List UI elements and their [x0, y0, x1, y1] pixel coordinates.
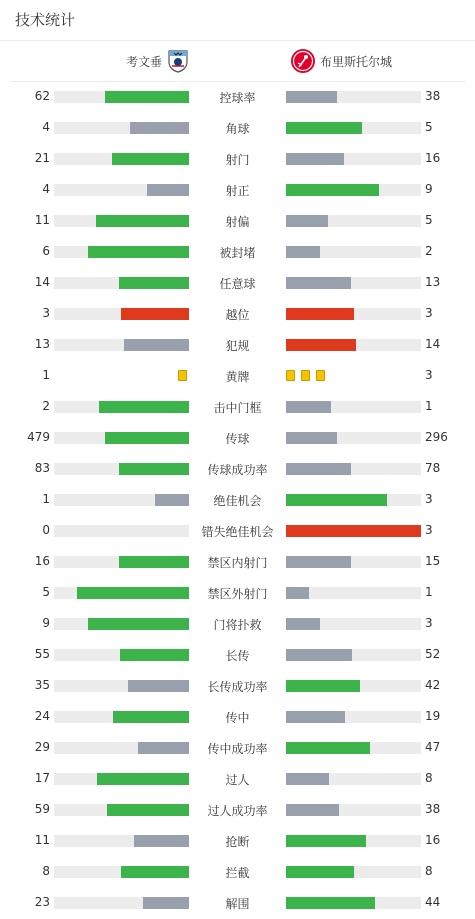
stat-row — [0, 391, 475, 422]
stat-label: 解围 — [225, 897, 250, 911]
stat-row — [0, 360, 475, 391]
home-stat-bar — [54, 339, 189, 351]
away-stat-bar — [286, 184, 421, 196]
yellow-card-icon — [301, 370, 310, 381]
home-stat-bar-fill — [119, 556, 189, 568]
home-stat-bar — [54, 680, 189, 692]
stat-label: 任意球 — [219, 277, 256, 291]
stat-row — [0, 484, 475, 515]
home-stat-bar-fill — [105, 432, 189, 444]
away-stat-bar — [286, 866, 421, 878]
home-stat-bar — [54, 215, 189, 227]
away-stat-bar-fill — [286, 153, 344, 165]
away-stat-bar-fill — [286, 91, 337, 103]
home-stat-bar-fill — [77, 587, 189, 599]
away-stat-bar-fill — [286, 711, 345, 723]
home-stat-bar-fill — [121, 866, 189, 878]
away-stat-bar-fill — [286, 432, 337, 444]
away-stat-value: 3 — [425, 616, 433, 630]
stat-label: 角球 — [225, 122, 250, 136]
away-stat-bar-fill — [286, 525, 421, 537]
home-stat-bar — [54, 618, 189, 630]
home-stat-bar-fill — [143, 897, 189, 909]
away-stat-bar — [286, 91, 421, 103]
stat-row — [0, 205, 475, 236]
away-stat-value: 78 — [425, 461, 441, 475]
stat-row — [0, 546, 475, 577]
away-stat-value: 5 — [425, 213, 433, 227]
home-stat-value: 35 — [34, 678, 50, 692]
stat-label: 禁区外射门 — [207, 587, 268, 601]
away-team-name: 布里斯托尔城 — [320, 55, 393, 69]
away-stat-value: 14 — [425, 337, 441, 351]
stat-label: 越位 — [225, 308, 250, 322]
stat-label: 门将扑救 — [213, 618, 262, 632]
home-stat-bar — [54, 277, 189, 289]
stat-label: 禁区内射门 — [207, 556, 268, 570]
stat-label: 传球成功率 — [207, 463, 268, 477]
away-stat-bar-fill — [286, 556, 351, 568]
home-stat-value: 9 — [42, 616, 50, 630]
home-stat-bar — [54, 773, 189, 785]
away-stat-value: 13 — [425, 275, 441, 289]
away-stat-value: 296 — [425, 430, 448, 444]
away-stat-bar-fill — [286, 246, 320, 258]
stat-row — [0, 887, 475, 918]
stats-list — [0, 81, 475, 918]
home-stat-bar-fill — [147, 184, 189, 196]
home-stat-bar-fill — [113, 711, 189, 723]
home-stat-bar — [54, 184, 189, 196]
home-stat-value: 3 — [42, 306, 50, 320]
stat-row — [0, 81, 475, 112]
away-stat-bar-fill — [286, 835, 366, 847]
stat-label: 传中成功率 — [207, 742, 268, 756]
home-stat-bar — [54, 649, 189, 661]
home-stat-bar — [54, 91, 189, 103]
home-stat-bar — [54, 804, 189, 816]
away-stat-value: 42 — [425, 678, 441, 692]
stat-label: 击中门框 — [213, 401, 262, 415]
home-stat-bar-fill — [130, 122, 189, 134]
stat-label: 过人成功率 — [207, 804, 268, 818]
away-stat-bar — [286, 804, 421, 816]
away-stat-value: 8 — [425, 864, 433, 878]
stat-label: 控球率 — [219, 91, 256, 105]
away-stat-bar — [286, 618, 421, 630]
away-stat-bar — [286, 432, 421, 444]
away-stat-value: 3 — [425, 523, 433, 537]
stat-row — [0, 825, 475, 856]
stat-row — [0, 732, 475, 763]
stat-label: 射门 — [225, 153, 250, 167]
away-stat-bar — [286, 401, 421, 413]
home-stat-bar — [54, 711, 189, 723]
home-stat-bar-fill — [128, 680, 189, 692]
home-stat-bar — [54, 587, 189, 599]
home-stat-bar-fill — [124, 339, 189, 351]
away-stat-bar — [286, 773, 421, 785]
away-stat-value: 5 — [425, 120, 433, 134]
home-stat-value: 11 — [34, 833, 50, 847]
home-stat-value: 1 — [42, 492, 50, 506]
home-stat-value: 17 — [34, 771, 50, 785]
away-stat-bar — [286, 308, 421, 320]
stat-label: 射正 — [225, 184, 250, 198]
page-title: 技术统计 — [15, 11, 76, 29]
away-stat-value: 19 — [425, 709, 441, 723]
home-stat-bar-fill — [119, 463, 189, 475]
away-stat-bar — [286, 897, 421, 909]
yellow-card-icon — [286, 370, 295, 381]
away-stat-bar-fill — [286, 277, 351, 289]
home-stat-bar — [54, 246, 189, 258]
away-team-logo-icon — [290, 48, 316, 74]
away-stat-value: 16 — [425, 151, 441, 165]
home-stat-value: 21 — [34, 151, 50, 165]
away-stat-bar — [286, 587, 421, 599]
home-stat-bar-fill — [99, 401, 189, 413]
away-stat-value: 2 — [425, 244, 433, 258]
stat-label: 绝佳机会 — [213, 494, 262, 508]
stat-row — [0, 763, 475, 794]
away-stat-bar-fill — [286, 773, 329, 785]
home-stat-value: 11 — [34, 213, 50, 227]
away-stat-bar-fill — [286, 215, 328, 227]
home-stat-value: 13 — [34, 337, 50, 351]
stat-label: 拦截 — [225, 866, 250, 880]
away-stat-bar-fill — [286, 742, 370, 754]
yellow-card-icon — [316, 370, 325, 381]
away-stat-value: 1 — [425, 399, 433, 413]
stat-row — [0, 701, 475, 732]
away-stat-value: 38 — [425, 89, 441, 103]
home-stat-bar-fill — [107, 804, 189, 816]
away-stat-bar-fill — [286, 897, 375, 909]
home-stat-value: 29 — [34, 740, 50, 754]
home-stat-value: 83 — [34, 461, 50, 475]
stat-row — [0, 236, 475, 267]
away-stat-value: 52 — [425, 647, 441, 661]
home-stat-bar-fill — [119, 277, 189, 289]
home-stat-bar — [54, 556, 189, 568]
away-stat-value: 44 — [425, 895, 441, 909]
away-stat-bar — [286, 153, 421, 165]
away-stat-value: 15 — [425, 554, 441, 568]
home-stat-bar-fill — [96, 215, 189, 227]
stat-row — [0, 639, 475, 670]
stat-row — [0, 112, 475, 143]
away-stat-bar-fill — [286, 649, 352, 661]
away-stat-bar — [286, 122, 421, 134]
home-stat-bar — [54, 742, 189, 754]
home-stat-bar-fill — [112, 153, 189, 165]
home-stat-bar-fill — [120, 649, 189, 661]
home-stat-value: 479 — [27, 430, 50, 444]
home-stat-value: 0 — [42, 523, 50, 537]
home-stat-bar — [54, 432, 189, 444]
away-stat-bar — [286, 680, 421, 692]
home-stat-value: 5 — [42, 585, 50, 599]
away-stat-bar-fill — [286, 804, 339, 816]
away-stat-value: 3 — [425, 368, 433, 382]
stat-row — [0, 670, 475, 701]
away-stat-bar — [286, 246, 421, 258]
stat-row — [0, 515, 475, 546]
away-stat-value: 9 — [425, 182, 433, 196]
away-stat-bar — [286, 556, 421, 568]
home-stat-bar-fill — [138, 742, 189, 754]
stat-row — [0, 174, 475, 205]
away-stat-bar — [286, 277, 421, 289]
home-stat-value: 8 — [42, 864, 50, 878]
home-stat-bar-fill — [134, 835, 189, 847]
away-stat-value: 16 — [425, 833, 441, 847]
stat-label: 传中 — [225, 711, 250, 725]
home-stat-bar-fill — [155, 494, 189, 506]
home-stat-bar-fill — [105, 91, 189, 103]
home-stat-bar-fill — [88, 618, 189, 630]
stat-row — [0, 143, 475, 174]
stat-row — [0, 267, 475, 298]
away-stat-bar-fill — [286, 339, 356, 351]
home-team-name: 考文垂 — [125, 55, 162, 69]
stat-row — [0, 453, 475, 484]
stat-row — [0, 422, 475, 453]
stat-label: 被封堵 — [219, 246, 256, 260]
home-stat-value: 2 — [42, 399, 50, 413]
away-stat-value: 3 — [425, 492, 433, 506]
away-stat-bar-fill — [286, 463, 351, 475]
home-stat-value: 24 — [34, 709, 50, 723]
stat-label: 射偏 — [225, 215, 250, 229]
home-stat-value: 1 — [42, 368, 50, 382]
away-stat-bar-fill — [286, 618, 320, 630]
stat-row — [0, 577, 475, 608]
away-stat-bar-fill — [286, 184, 379, 196]
away-stat-bar-fill — [286, 680, 360, 692]
away-stat-bar — [286, 649, 421, 661]
away-stat-value: 1 — [425, 585, 433, 599]
home-stat-bar — [54, 866, 189, 878]
home-stat-bar-fill — [88, 246, 189, 258]
away-stat-value: 8 — [425, 771, 433, 785]
home-stat-value: 55 — [34, 647, 50, 661]
stat-label: 错失绝佳机会 — [201, 525, 274, 539]
away-stat-value: 3 — [425, 306, 433, 320]
away-stat-bar — [286, 525, 421, 537]
home-stat-value: 6 — [42, 244, 50, 258]
home-stat-bar — [54, 525, 189, 537]
away-stat-bar — [286, 339, 421, 351]
stat-label: 长传 — [225, 649, 250, 663]
home-stat-value: 23 — [34, 895, 50, 909]
away-stat-bar — [286, 742, 421, 754]
away-stat-bar-fill — [286, 494, 387, 506]
teams-header — [0, 42, 475, 80]
home-stat-value: 59 — [34, 802, 50, 816]
stat-label: 抢断 — [225, 835, 250, 849]
away-stat-bar-fill — [286, 587, 309, 599]
home-stat-value: 62 — [34, 89, 50, 103]
home-stat-bar-fill — [97, 773, 189, 785]
stat-label: 犯规 — [225, 339, 250, 353]
home-stat-bar — [54, 122, 189, 134]
stat-row — [0, 856, 475, 887]
away-stat-bar — [286, 215, 421, 227]
stat-row — [0, 794, 475, 825]
home-stat-bar — [54, 494, 189, 506]
home-stat-value: 14 — [34, 275, 50, 289]
stat-label: 黄牌 — [225, 370, 250, 384]
home-stat-bar-fill — [121, 308, 189, 320]
away-stat-value: 47 — [425, 740, 441, 754]
away-stat-bar-fill — [286, 122, 362, 134]
away-stat-bar-fill — [286, 401, 331, 413]
stat-label: 传球 — [225, 432, 250, 446]
header-divider — [0, 40, 475, 41]
away-stat-value: 38 — [425, 802, 441, 816]
stat-row — [0, 329, 475, 360]
home-team-logo-icon — [167, 49, 189, 73]
stat-label: 过人 — [225, 773, 250, 787]
away-stat-bar — [286, 463, 421, 475]
home-stat-value: 16 — [34, 554, 50, 568]
stat-label: 长传成功率 — [207, 680, 268, 694]
stat-row — [0, 608, 475, 639]
home-stat-value: 4 — [42, 120, 50, 134]
stat-row — [0, 298, 475, 329]
home-stat-bar — [54, 308, 189, 320]
home-stat-bar — [54, 153, 189, 165]
away-stat-bar-fill — [286, 308, 354, 320]
home-stat-bar — [54, 835, 189, 847]
home-stat-bar — [54, 463, 189, 475]
home-stat-value: 4 — [42, 182, 50, 196]
away-stat-bar — [286, 494, 421, 506]
away-stat-bar-fill — [286, 866, 354, 878]
away-stat-bar — [286, 711, 421, 723]
home-stat-bar — [54, 897, 189, 909]
yellow-card-icon — [178, 370, 187, 381]
away-stat-bar — [286, 835, 421, 847]
home-stat-bar — [54, 401, 189, 413]
